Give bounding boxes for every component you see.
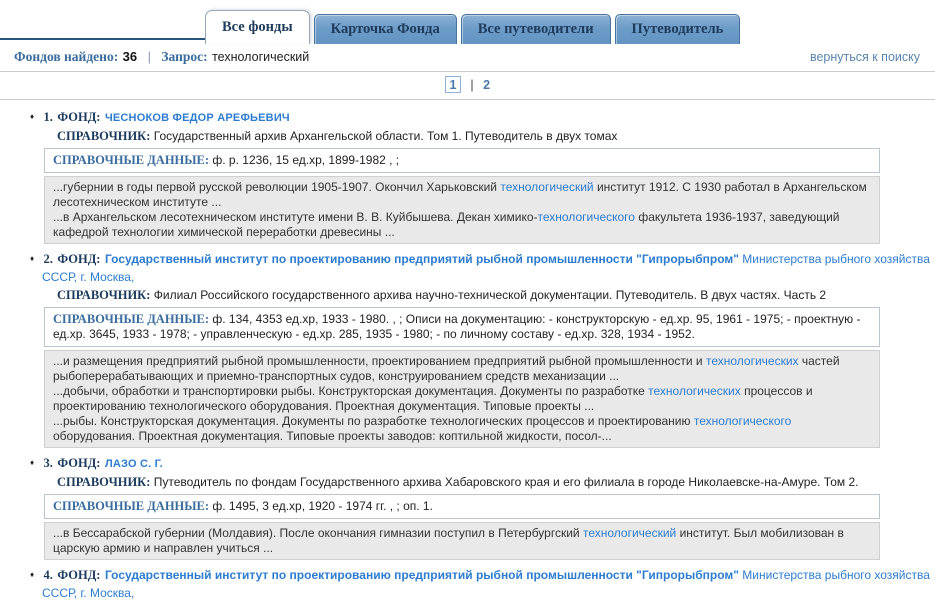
query-label: Запрос:: [161, 49, 208, 64]
result-summary: [14, 48, 309, 66]
snippet-text: частей рыбоперерабатывающих и приемно-транспортных судов, конструированием средств механизации ...: [53, 354, 840, 383]
spravochnik-line: [0, 288, 935, 302]
fond-link-text: Государственный институт по проектированию предприятий рыбной промышленности "Гипрорыбпром": [104, 252, 739, 266]
diamond-bullet-icon: ♦: [30, 570, 35, 579]
fond-link-text-extra: Министерства рыбного хозяйства СССР, г. Москва,: [42, 252, 930, 284]
tab-vse-putevoditeli[interactable]: Все путеводители: [461, 14, 611, 44]
highlight-term: технологического: [537, 210, 635, 224]
snippet-text: ...в Архангельском лесотехническом институте имени В. В. Куйбышева. Декан химико-: [53, 210, 538, 224]
spravochnye-dannye-value: ф. 1495, 3 ед.хр, 1920 - 1974 гг. , ; оп. 1.: [212, 499, 433, 513]
spravochnik-line: [0, 475, 935, 489]
snippet-text: процессов и проектированию технологического оборудования. Проектная документация. Типовые проекты ...: [53, 384, 813, 413]
snippet-box: [44, 350, 880, 448]
fond-number: 2.: [43, 252, 53, 266]
spravochnye-dannye-label: СПРАВОЧНЫЕ ДАННЫЕ:: [53, 499, 210, 513]
page-number-current: 1: [445, 76, 461, 93]
fond-number: 4.: [43, 568, 53, 582]
highlight-term: технологических: [648, 384, 741, 398]
tab-bar: [0, 0, 935, 44]
spravochnye-dannye-box: [44, 307, 880, 347]
query-value: технологический: [212, 50, 310, 64]
fond-number: 1.: [43, 110, 53, 124]
snippet-text: институт. Был мобилизован в царскую армию и направлен учиться ...: [53, 526, 844, 555]
highlight-term: технологический: [582, 526, 677, 540]
snippet-text: оборудования. Проектная документация. Типовые проекты заводов: коптильной жидкости, посол-...: [53, 429, 612, 443]
fond-link-text-extra: Министерства рыбного хозяйства СССР, г. Москва,: [42, 568, 930, 600]
fond-title-line: [0, 108, 935, 127]
fond-label: ФОНД:: [57, 252, 101, 266]
found-label: Фондов найдено:: [14, 49, 119, 64]
snippet-text: ...в Бессарабской губернии (Молдавия). После окончания гимназии поступил в Петербургский: [53, 526, 583, 540]
spravochnik-value: Государственный архив Архангельской области. Том 1. Путеводитель в двух томах: [153, 129, 618, 143]
fond-title-line: [0, 250, 935, 286]
result-entry-4: [0, 566, 935, 602]
fond-link[interactable]: [42, 252, 930, 284]
fond-link-text: ЛАЗО С. Г.: [104, 458, 163, 470]
highlight-term: технологического: [693, 414, 792, 428]
results-list: [0, 100, 935, 602]
snippet-text: ...рыбы. Конструкторская документация. Документы по разработке технологических процессов и проектированию: [53, 414, 694, 428]
snippet: [53, 384, 871, 414]
fond-link[interactable]: [105, 458, 163, 470]
diamond-bullet-icon: ♦: [30, 458, 35, 467]
snippet: [53, 526, 871, 556]
result-entry-1: [0, 108, 935, 244]
spravochnye-dannye-label: СПРАВОЧНЫЕ ДАННЫЕ:: [53, 312, 210, 326]
spravochnye-dannye-value: ф. 134, 4353 ед.хр, 1933 - 1980. , ; Описи на документацию: - конструкторскую - ед.хр. 95, 1961 - 1975; - проектную - ед.хр. 3645, 1933 - 1978; - управленческую - ед.хр. 285, 1935 - 1980; - по личному составу - ед.хр. 328, 1934 - 1952.: [53, 312, 861, 341]
spravochnye-dannye-label: СПРАВОЧНЫЕ ДАННЫЕ:: [53, 153, 210, 167]
spravochnye-dannye-box: [44, 148, 880, 173]
fond-link-text: ЧЕСНОКОВ ФЕДОР АРЕФЬЕВИЧ: [104, 112, 290, 124]
tab-kartochka-fonda[interactable]: Карточка Фонда: [314, 14, 457, 44]
tab-putevoditel[interactable]: Путеводитель: [615, 14, 741, 44]
spravochnik-label: СПРАВОЧНИК:: [57, 288, 151, 302]
spravochnye-dannye-value: ф. р. 1236, 15 ед.хр, 1899-1982 , ;: [212, 153, 400, 167]
tabs: [0, 0, 935, 44]
result-entry-2: [0, 250, 935, 448]
fond-number: 3.: [43, 456, 53, 470]
snippet-text: ...губернии в годы первой русской революции 1905-1907. Окончил Харьковский: [53, 180, 501, 194]
spravochnik-line: [0, 129, 935, 143]
spravochnik-label: СПРАВОЧНИК:: [57, 475, 151, 489]
tab-vse-fondy[interactable]: Все фонды: [205, 10, 310, 44]
back-to-search-link[interactable]: вернуться к поиску: [809, 50, 920, 64]
fond-label: ФОНД:: [57, 568, 101, 582]
snippet-text: ...и размещения предприятий рыбной промышленности, проектированием предприятий рыбной промышленности и: [53, 354, 706, 368]
fond-link[interactable]: [42, 568, 930, 600]
fond-link[interactable]: [105, 112, 290, 124]
page-number-2-link[interactable]: 2: [483, 78, 491, 92]
found-count: 36: [122, 49, 138, 64]
page-separator: |: [470, 78, 474, 92]
diamond-bullet-icon: ♦: [30, 254, 35, 263]
pagination: [0, 72, 935, 100]
snippet: [53, 414, 871, 444]
result-entry-3: [0, 454, 935, 560]
snippet: [53, 180, 871, 210]
diamond-bullet-icon: ♦: [30, 112, 35, 121]
separator: |: [147, 49, 151, 64]
result-header-bar: [0, 44, 935, 72]
fond-label: ФОНД:: [57, 456, 101, 470]
snippet: [53, 354, 871, 384]
fond-title-line: [0, 454, 935, 473]
spravochnye-dannye-box: [44, 494, 880, 519]
fond-title-line: [0, 566, 935, 602]
fond-link-text: Государственный институт по проектированию предприятий рыбной промышленности "Гипрорыбпром": [104, 568, 739, 582]
spravochnik-label: СПРАВОЧНИК:: [57, 129, 151, 143]
fond-label: ФОНД:: [57, 110, 101, 124]
spravochnik-value: Филиал Российского государственного архива научно-технической документации. Путеводитель. В двух частях. Часть 2: [153, 288, 827, 302]
snippet-box: [44, 522, 880, 560]
snippet-box: [44, 176, 880, 244]
snippet-text: институт 1912. С 1930 работал в Архангельском лесотехническом институте ...: [53, 180, 867, 209]
spravochnik-value: Путеводитель по фондам Государственного архива Хабаровского края и его филиала в городе Николаевске-на-Амуре. Том 2.: [153, 475, 859, 489]
highlight-term: технологический: [500, 180, 594, 194]
snippet-text: ...добычи, обработки и транспортировки рыбы. Конструкторская документация. Документы по разработке: [53, 384, 649, 398]
snippet: [53, 210, 871, 240]
highlight-term: технологических: [705, 354, 799, 368]
snippet-text: факультета 1936-1937, заведующий кафедрой технологии химической переработки древесины ...: [53, 210, 840, 239]
